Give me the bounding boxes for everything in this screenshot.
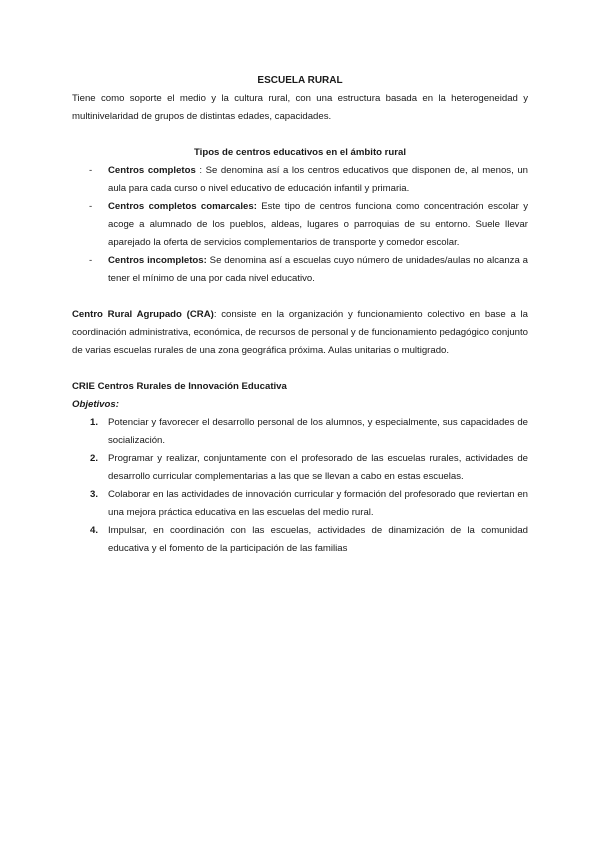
item-text: Se denomina así a escuelas cuyo número de unidades/aulas no alcanza a tener el mínimo de una por cada nivel educativo. <box>108 255 528 284</box>
item-number: 3. <box>90 489 99 500</box>
dash-bullet: - <box>89 201 93 212</box>
spacer <box>72 360 528 378</box>
item-text: Colaborar en las actividades de innovación curricular y formación del profesorado que reviertan en una mejora práctica educativa en las escuelas del medio rural. <box>108 489 528 518</box>
objetivos-label: Objetivos: <box>72 399 119 410</box>
tipos-heading: Tipos de centros educativos en el ámbito rural <box>193 147 406 158</box>
document-title: ESCUELA RURAL <box>257 75 343 86</box>
item-text: : Se denomina así a los centros educativos que disponen de, al menos, un aula para cada curso o nivel educativo de educación infantil y primaria. <box>108 165 528 194</box>
document-content <box>72 72 528 558</box>
item-text: Este tipo de centros funciona como concentración escolar y acoge a alumnado de los pueblos, aldeas, lugares o parroquias de su entorno. Suele llevar aparejado la oferta de servicios complementarios de transporte y comedor escolar. <box>108 201 528 248</box>
list-item <box>72 450 528 486</box>
list-item <box>72 198 528 252</box>
cra-paragraph <box>72 306 528 360</box>
list-item <box>72 522 528 558</box>
item-term: Centros completos comarcales: <box>108 201 257 212</box>
item-term: Centros incompletos: <box>108 255 207 266</box>
list-item <box>72 414 528 450</box>
crie-heading: CRIE Centros Rurales de Innovación Educativa <box>72 381 287 392</box>
item-text: Programar y realizar, conjuntamente con el profesorado de las escuelas rurales, actividades de desarrollo curricular complementarias a las que se llevan a cabo en estas escuelas. <box>108 453 528 482</box>
item-term: Centros completos <box>108 165 196 176</box>
cra-term: Centro Rural Agrupado (CRA) <box>72 309 214 320</box>
item-text: Impulsar, en coordinación con las escuelas, actividades de dinamización de la comunidad educativa y el fomento de la participación de las familias <box>108 525 528 554</box>
item-number: 1. <box>90 417 99 428</box>
item-text: Potenciar y favorecer el desarrollo personal de los alumnos, y especialmente, sus capacidades de socialización. <box>108 417 528 446</box>
list-item <box>72 486 528 522</box>
item-number: 4. <box>90 525 99 536</box>
tipos-list <box>72 162 528 288</box>
dash-bullet: - <box>89 165 93 176</box>
list-item <box>72 162 528 198</box>
cra-text: : consiste en la organización y funcionamiento colectivo en base a la coordinación administrativa, económica, de recursos de personal y de funcionamiento pedagógico conjunto de varias escuelas rurales de una zona geográfica próxima. Aulas unitarias o multigrado. <box>72 309 528 356</box>
spacer <box>72 288 528 306</box>
dash-bullet: - <box>89 255 93 266</box>
objetivos-list <box>72 414 528 558</box>
item-number: 2. <box>90 453 99 464</box>
list-item <box>72 252 528 288</box>
intro-paragraph: Tiene como soporte el medio y la cultura rural, con una estructura basada en la heterogeneidad y multinivelaridad de grupos de distintas edades, capacidades. <box>72 93 528 122</box>
